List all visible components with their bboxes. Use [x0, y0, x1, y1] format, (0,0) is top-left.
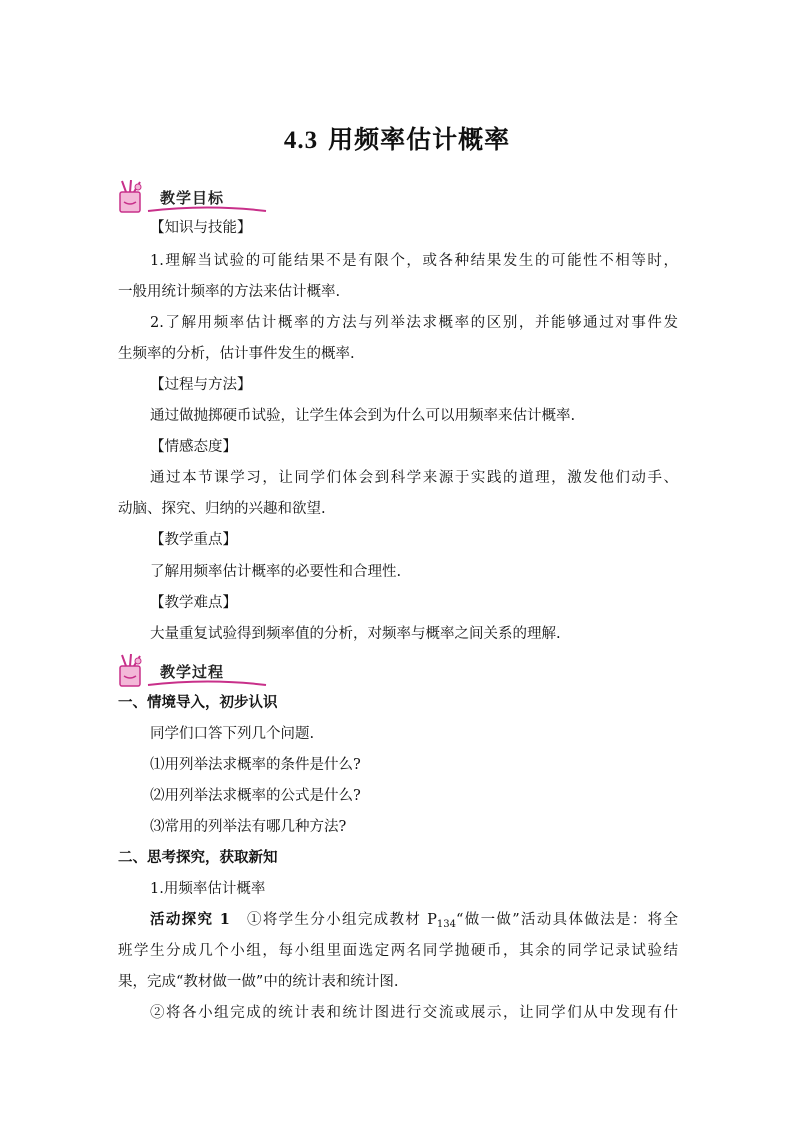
page-title — [0, 120, 794, 156]
process-method-heading: 【过程与方法】 — [150, 377, 252, 393]
question-3: ⑶常用的列举法有哪几种方法? — [150, 819, 347, 835]
activity-line-3: 果，完成“教材做一做”中的统计表和统计图. — [118, 974, 399, 990]
page-ref-subscript: 134 — [436, 919, 456, 930]
process-method-text: 通过做抛掷硬币试验，让学生体会到为什么可以用频率来估计概率. — [150, 408, 576, 424]
process-banner — [118, 654, 268, 690]
difficulty-text: 大量重复试验得到频率值的分析，对频率与概率之间关系的理解. — [150, 626, 561, 642]
question-2: ⑵用列举法求概率的公式是什么? — [150, 788, 361, 804]
activity-text-post: “做一做”活动具体做法是：将全 — [455, 912, 679, 928]
subsection-1-heading: 1.用频率估计概率 — [150, 881, 266, 897]
knowledge-item-2-line-2: 生频率的分析，估计事件发生的概率. — [118, 346, 355, 362]
knowledge-item-2-line-1: 2.了解用频率估计概率的方法与列举法求概率的区别，并能够通过对事件发 — [150, 315, 678, 331]
emotion-line-1: 通过本节课学习，让同学们体会到科学来源于实践的道理，激发他们动手、 — [150, 470, 678, 486]
key-point-heading: 【教学重点】 — [150, 532, 237, 548]
knowledge-item-1-line-1: 1.理解当试验的可能结果不是有限个，或各种结果发生的可能性不相等时， — [150, 253, 678, 269]
difficulty-heading: 【教学难点】 — [150, 595, 237, 611]
activity-line-4: ②将各小组完成的统计表和统计图进行交流或展示，让同学们从中发现有什 — [150, 1005, 678, 1021]
emotion-heading: 【情感态度】 — [150, 439, 237, 455]
section-number: 4.3 — [283, 127, 319, 154]
question-1: ⑴用列举法求概率的条件是什么? — [150, 757, 361, 773]
activity-label: 活动探究 1 — [150, 911, 230, 928]
intro-text: 同学们口答下列几个问题. — [150, 726, 315, 742]
section-1-heading: 一、情境导入，初步认识 — [118, 694, 278, 711]
process-banner-label: 教学过程 — [160, 663, 225, 681]
title-text: 用频率估计概率 — [328, 125, 511, 154]
goals-banner-label: 教学目标 — [160, 189, 225, 207]
key-point-text: 了解用频率估计概率的必要性和合理性. — [150, 564, 402, 580]
emotion-line-2: 动脑、探究、归纳的兴趣和欲望. — [118, 501, 326, 517]
activity-line-1 — [150, 910, 678, 935]
section-2-heading: 二、思考探究，获取新知 — [118, 849, 278, 866]
activity-text-pre: ①将学生分小组完成教材 P — [247, 912, 437, 928]
knowledge-heading: 【知识与技能】 — [150, 220, 252, 236]
knowledge-item-1-line-2: 一般用统计频率的方法来估计概率. — [118, 284, 341, 300]
goals-banner — [118, 180, 268, 216]
activity-line-2: 班学生分成几个小组，每小组里面选定两名同学抛硬币，其余的同学记录试验结 — [118, 943, 678, 959]
